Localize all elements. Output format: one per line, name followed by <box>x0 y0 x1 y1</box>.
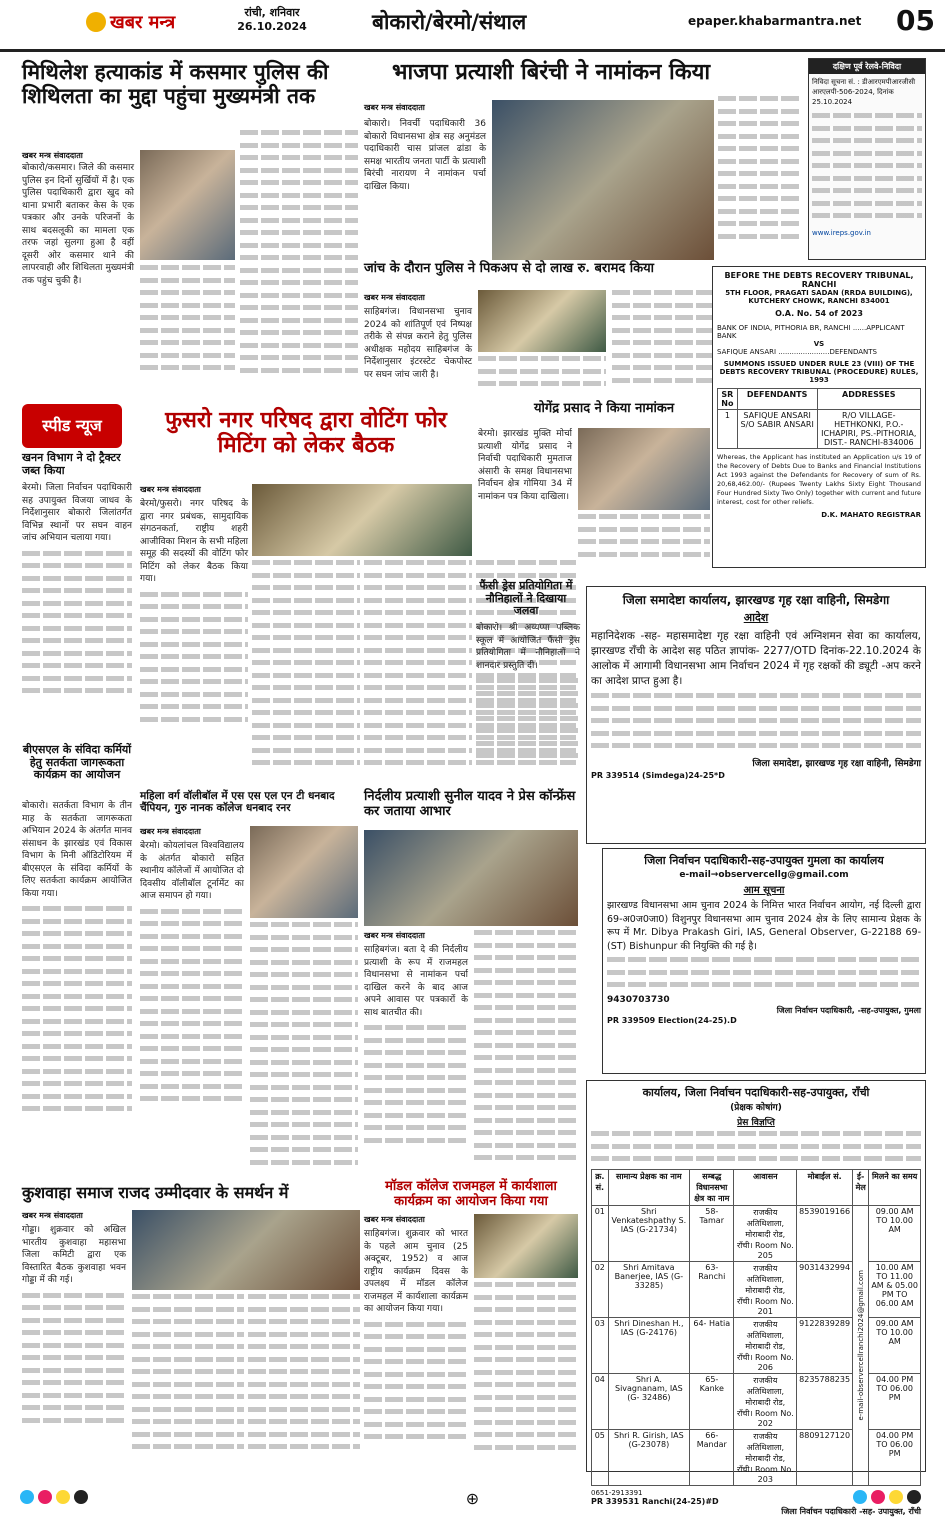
s5-headline: खनन विभाग ने दो ट्रैक्टर जब्त किया <box>22 451 121 477</box>
s9-body <box>476 622 580 782</box>
table-cell: 66- Mandar <box>690 1429 734 1485</box>
table-cell: राजकीय अतिथिशाला, मोराबादी रोड, राँची। Room No. 206 <box>734 1317 797 1373</box>
gumla-title: जिला निर्वाचन पदाधिकारी-सह-उपायुक्त गुमला का कार्यालय <box>644 854 884 867</box>
s2-body <box>364 118 486 258</box>
s7-photo <box>252 484 472 556</box>
s1-body-col3 <box>240 130 358 394</box>
s4-body <box>478 428 572 568</box>
table-cell: Shri Amitava Banerjee, IAS (G-33285) <box>608 1261 690 1317</box>
s3-lead: साहिबगंज। विधानसभा चुनाव 2024 को शांतिपूर्ण एवं निष्पक्ष तरीके से संपन्न कराने हेतु पुलिस अधीक्षक महोदय साहिबगंज के निर्देशानुसार इंटरस्टेट चेकपोस्ट पर सघन जांच जारी है। <box>364 307 472 380</box>
table-cell: 8235788235 <box>797 1373 853 1429</box>
ranchi-phone: 0651-2913391 <box>591 1488 643 1497</box>
gumla-email[interactable]: e-mail→observercellg@gmail.com <box>679 870 849 880</box>
ranchi-pr: PR 339531 Ranchi(24-25)#D <box>591 1496 719 1506</box>
table-cell: 9031432994 <box>797 1261 853 1317</box>
site-link[interactable]: epaper.khabarmantra.net <box>688 14 862 28</box>
s11-body-col3 <box>248 1294 360 1470</box>
s1-headline: मिथिलेश हत्याकांड में कसमार पुलिस की शिथिलता का मुद्दा पहुंचा मुख्यमंत्री तक <box>22 59 329 109</box>
table-cell: Shri A. Sivagnanam, IAS (G- 32486) <box>608 1373 690 1429</box>
drt-oa: O.A. No. 54 of 2023 <box>775 309 863 318</box>
s10-lead: बेरमो। कोयलांचल विश्वविद्यालय के अंतर्गत बोकारो सहित स्थानीय कॉलेजों में आयोजित दो दिवसीय वॉलीबॉल टूर्नामेंट का आज समापन हो गया। <box>140 841 244 901</box>
table-row <box>592 1205 921 1261</box>
ranchi-notice <box>586 1080 926 1516</box>
s11-body <box>22 1224 126 1470</box>
masthead <box>0 0 945 52</box>
ranchi-email[interactable]: e-mail-observercellranchi2024@gmail.com <box>856 1269 865 1421</box>
s4-headline: योगेंद्र प्रसाद ने किया नामांकन <box>534 401 675 416</box>
table-cell: 09.00 AM TO 10.00 AM <box>869 1205 921 1261</box>
table-row <box>592 1429 921 1485</box>
yellow-dot-icon <box>56 1490 70 1504</box>
table-cell: 05 <box>592 1429 609 1485</box>
table-row <box>592 1373 921 1429</box>
s1-lead: बोकारो/कसमार। जिले की कसमार पुलिस इन दिनों सुर्खियों में है। एक पुलिस पदाधिकारी द्वारा खुद को थाना प्रभारी बताकर केस के एक पत्रकार और उनके परिजनों के साथ बदसलूकी का मामला एक तरफ जहां सुलगा हुआ है वहीं दूसरी ओर कसमार थाने की लापरवाही और शिथिलता मुख्यमंत्री तक पहुंच चुकी है। <box>22 163 134 286</box>
color-marks-right <box>853 1489 925 1508</box>
gumla-subtitle: आम सूचना <box>743 885 785 896</box>
table-cell: 64- Hatia <box>690 1317 734 1373</box>
s7-byline: खबर मन्त्र संवाददाता <box>140 485 201 494</box>
home-guard-body: महानिदेशक -सह- महासमादेष्टा गृह रक्षा वाहिनी एवं अग्निशमन सेवा का कार्यालय, झारखण्ड रॉंची के आदेश सह पठित ज्ञापांक- 2277/OTD दिनांक-22.10.2024 के आलोक में आगामी विधानसभा आम निर्वाचन 2024 में गृह रक्षकों की ड्यूटी -अप करने का आदेश प्राप्त हुआ है। <box>591 630 921 687</box>
table-cell: 65- Kanke <box>690 1373 734 1429</box>
ranchi-title: कार्यालय, जिला निर्वाचन पदाधिकारी-सह-उपायुक्त, राँची <box>642 1086 870 1099</box>
s8-byline: खबर मन्त्र संवाददाता <box>364 931 425 940</box>
s4-body-col2 <box>578 514 710 568</box>
gumla-phone: 9430703730 <box>607 994 670 1005</box>
s12-body-col2 <box>474 1282 578 1470</box>
drt-defendant: SAFIQUE ANSARI .......................DEFENDANTS <box>717 348 877 356</box>
magenta-dot-icon <box>38 1490 52 1504</box>
s1-body <box>22 162 134 394</box>
color-marks-left <box>20 1489 92 1508</box>
s2-byline: खबर मन्त्र संवाददाता <box>364 103 425 112</box>
home-guard-signature: जिला समादेष्टा, झारखण्ड गृह रक्षा वाहिनी, सिमडेगा <box>752 758 921 769</box>
s3-headline: जांच के दौरान पुलिस ने पिकअप से दो लाख रु. बरामद किया <box>364 261 655 276</box>
table-cell: Shri R. Girish, IAS (G-23078) <box>608 1429 690 1485</box>
s6-headline: बीएसएल के संविदा कर्मियों हेतु सतर्कता जागरूकता कार्यक्रम का आयोजन <box>22 743 132 782</box>
s1-photo <box>140 150 235 260</box>
city-day: रांची, शनिवार <box>244 6 300 19</box>
ranchi-col: मिलने का समय <box>869 1169 921 1205</box>
table-cell: 9122839289 <box>797 1317 853 1373</box>
drt-vs: VS <box>813 340 825 348</box>
ranchi-contact-cell <box>853 1205 869 1485</box>
gumla-pr: PR 339509 Election(24-25).D <box>607 1015 737 1025</box>
table-cell: राजकीय अतिथिशाला, मोराबादी रोड, राँची। Room No. 205 <box>734 1205 797 1261</box>
s7-lead: बेरमो/फुसरो। नगर परिषद के द्वारा नगर प्रबंधक, सामुदायिक संगठनकर्ता, राष्ट्रीय शहरी आजीविका मिशन के सभी महिला समूह की सदस्यों की वोटिंग फोर मिटिंग को लेकर बैठक किया गया। <box>140 499 248 584</box>
ranchi-subtitle: प्रेस विज्ञप्ति <box>737 1118 775 1128</box>
drt-cell: 1 <box>718 410 738 449</box>
s1-body-col2 <box>140 265 235 393</box>
table-cell: 10.00 AM TO 11.00 AM & 05.00 PM TO 06.00 AM <box>869 1261 921 1317</box>
speed-news-label: स्पीड न्यूज <box>42 416 102 435</box>
s8-photo <box>364 830 578 926</box>
s1-byline: खबर मन्त्र संवाददाता <box>22 151 83 160</box>
s11-byline: खबर मन्त्र संवाददाता <box>22 1211 83 1220</box>
drt-col: DEFENDANTS <box>737 389 817 410</box>
drt-summons: SUMMONS ISSUED UNDER RULE 23 (VIII) OF THE DEBTS RECOVERY TRIBUNAL (PROCEDURE) RULES, 1993 <box>719 360 919 384</box>
s8-body-col2 <box>474 930 578 1176</box>
s8-headline: निर्दलीय प्रत्याशी सुनील यादव ने प्रेस कॉन्फ्रेंस कर जताया आभार <box>364 789 576 819</box>
s5-lead: बेरमो। जिला निर्वाचन पदाधिकारी सह उपायुक्त विजया जाधव के निर्देशानुसार बोकारो जिलांतर्गत विभिन्न स्थानों पर सघन वाहन जांच अभियान चलाया गया। <box>22 483 132 543</box>
s10-photo <box>250 826 358 918</box>
yellow-dot-icon <box>889 1490 903 1504</box>
drt-title: BEFORE THE DEBTS RECOVERY TRIBUNAL, RANCHI <box>724 271 914 289</box>
logo-icon <box>86 12 106 32</box>
s3-body <box>364 306 472 398</box>
drt-cell: R/O VILLAGE-HETHKONKI, P.O.- ICHAPIRI, PS.-PITHORIA, DIST.- RANCHI-834006 <box>817 410 920 449</box>
ranchi-signature: जिला निर्वाचन पदाधिकारी -सह- उपायुक्त, राँची <box>781 1506 921 1516</box>
s4-lead: बेरमो। झारखंड मुक्ति मोर्चा प्रत्याशी योगेंद्र प्रसाद ने निर्वाची पदाधिकारी मुमताज अंसारी के समक्ष विधानसभा निर्वाचन क्षेत्र गोमिया 34 में नामांकन पत्र किया दाखिला। <box>478 429 572 502</box>
s10-headline: महिला वर्ग वॉलीबॉल में एस एस एल एन टी धनबाद चैंपियन, गुरु नानक कॉलेज धनबाद रनर <box>140 790 335 815</box>
s2-body-col2 <box>718 96 802 256</box>
s9-lead: बोकारो। श्री अय्यप्पा पब्लिक स्कूल में आयोजित फैंसी ड्रेस प्रतियोगिता में नौनिहालों ने शानदार प्रस्तुति दी। <box>476 623 580 671</box>
table-cell: 04 <box>592 1373 609 1429</box>
date: 26.10.2024 <box>237 20 307 33</box>
ranchi-col: सम्बद्ध विधानसभा क्षेत्र का नाम <box>690 1169 734 1205</box>
table-cell: 04.00 PM TO 06.00 PM <box>869 1429 921 1485</box>
page-number: 05 <box>896 4 935 37</box>
s3-caption <box>478 356 606 398</box>
table-cell: 03 <box>592 1317 609 1373</box>
ranchi-col: सामान्य प्रेक्षक का नाम <box>608 1169 690 1205</box>
ranchi-col: क्र. सं. <box>592 1169 609 1205</box>
s9-headline: फैंसी ड्रेस प्रतियोगिता में नौनिहालों ने दिखाया जलवा <box>479 579 573 618</box>
s3-body-col2 <box>612 290 712 398</box>
table-cell: 8539019166 <box>797 1205 853 1261</box>
s3-byline: खबर मन्त्र संवाददाता <box>364 293 425 302</box>
gumla-body: झारखण्ड विधानसभा आम चुनाव 2024 के निमित्त भारत निर्वाचन आयोग, नई दिल्ली द्वारा 69-अ0ज0जा0) विशुनपुर विधानसभा आम चुनाव 2024 क्षेत्र के लिए सामान्य प्रेक्षक के रूप में Mr. Dibya Prakash Giri, IAS, General Observer, G-22188 69-(ST) Bishunpur की नियुक्ति की गई है। <box>607 900 921 952</box>
s12-photo <box>474 1214 578 1278</box>
s2-headline: भाजपा प्रत्याशी बिरंची ने नामांकन किया <box>392 59 711 85</box>
table-cell: Shri Dineshan H., IAS (G-24176) <box>608 1317 690 1373</box>
table-cell: राजकीय अतिथिशाला, मोराबादी रोड, राँची। Room No. 201 <box>734 1261 797 1317</box>
s2-lead: बोकारो। निवर्ची पदाधिकारी 36 बोकारो विधानसभा क्षेत्र सह अनुमंडल पदाधिकारी चास प्रांजल ढांडा के समक्ष भारतीय जनता पार्टी के प्रत्याशी बिरंची नारायण ने नामांकन पर्चा दाखिल किया। <box>364 119 486 192</box>
tender-ad <box>808 58 926 260</box>
drt-notice <box>712 266 926 568</box>
table-cell: 63- Ranchi <box>690 1261 734 1317</box>
drt-body: Whereas, the Applicant has instituted an Application u/s 19 of the Recovery of Debts Due to Banks and Financial Institutions Act 1993 against the Defendants for Recovery of sum of Rs. 20,68,462.00/- (Rupees Twenty Lakhs Sixty Eight Thousand Four Hundred Sixty Two Only) together with current and future interest, cost for other reliefs. <box>717 453 921 506</box>
brand-name: खबर मन्त्र <box>110 12 176 33</box>
table-cell: 01 <box>592 1205 609 1261</box>
tender-title: दक्षिण पूर्व रेलवे-निविदा <box>809 59 925 74</box>
home-guard-notice <box>586 586 926 844</box>
speed-news-banner <box>22 404 122 448</box>
drt-table <box>717 388 921 449</box>
cyan-dot-icon <box>20 1490 34 1504</box>
table-row <box>592 1317 921 1373</box>
drt-col: SR No <box>718 389 738 410</box>
s7-headline: फुसरो नगर परिषद द्वारा वोटिंग फोर मिटिंग को लेकर बैठक <box>165 407 447 459</box>
table-cell: 09.00 AM TO 10.00 AM <box>869 1317 921 1373</box>
drt-applicant: BANK OF INDIA, PITHORIA BR, RANCHI ......APPLICANT BANK <box>717 324 905 340</box>
s10-body-col2 <box>250 922 358 1176</box>
ranchi-title2: (प्रेक्षक कोषांग) <box>730 1103 782 1113</box>
s7-body <box>140 498 248 784</box>
table-row <box>592 1261 921 1317</box>
s6-lead: बोकारो। सतर्कता विभाग के तीन माह के सतर्कता जागरूकता अभियान 2024 के अंतर्गत मानव संसाधन के झारखंड एवं विकास विभाग के मिनी ऑडिटोरियम में बीएसएल के संविदा कर्मियों के लिए सतर्कता कार्यक्रम आयोजित किया गया। <box>22 801 132 899</box>
tender-site-link[interactable]: www.ireps.gov.in <box>812 228 871 237</box>
home-guard-subtitle: आदेश <box>743 611 769 624</box>
s8-body <box>364 944 468 1176</box>
ranchi-col: आवासन <box>734 1169 797 1205</box>
s12-lead: साहिबगंज। शुक्रवार को भारत के पहले आम चुनाव (25 अक्टूबर, 1952) व आज राष्ट्रीय कार्यक्रम दिवस के उपलक्ष्य में मॉडल कॉलेज राजमहल में कार्यशाला कार्यक्रम का आयोजन किया गया। <box>364 1229 468 1314</box>
home-guard-title: जिला समादेष्टा कार्यालय, झारखण्ड गृह रक्षा वाहिनी, सिमडेगा <box>622 593 890 607</box>
s12-byline: खबर मन्त्र संवाददाता <box>364 1215 425 1224</box>
table-cell: 02 <box>592 1261 609 1317</box>
table-cell: 58- Tamar <box>690 1205 734 1261</box>
s11-body-col2 <box>132 1294 244 1470</box>
table-cell: राजकीय अतिथिशाला, मोराबादी रोड, राँची। Room No. 203 <box>734 1429 797 1485</box>
s11-photo <box>132 1210 360 1290</box>
section-title: बोकारो/बेरमो/संथाल <box>372 10 527 34</box>
s6-body <box>22 800 132 1160</box>
s5-body <box>22 482 132 740</box>
tender-text: निविदा सूचना सं. : डीआरएमपीआरजीसी आरएलपी-506-2024, दिनांक 25.10.2024 <box>812 78 916 106</box>
s2-photo <box>492 100 714 260</box>
s3-photo <box>478 290 606 352</box>
dateline <box>232 6 312 34</box>
ranchi-col: ई-मेल <box>853 1169 869 1205</box>
drt-cell: SAFIQUE ANSARI S/O SABIR ANSARI <box>737 410 817 449</box>
s10-body <box>140 840 244 1176</box>
black-dot-icon <box>907 1490 921 1504</box>
home-guard-pr: PR 339514 (Simdega)24-25*D <box>591 770 725 780</box>
s11-headline: कुशवाहा समाज राजद उम्मीदवार के समर्थन में <box>22 1183 289 1202</box>
gumla-signature: जिला निर्वाचन पदाधिकारी, -सह-उपायुक्त, गुमला <box>776 1005 921 1015</box>
s11-lead: गोड्डा। शुक्रवार को अखिल भारतीय कुशवाहा महासभा जिला कमिटी द्वारा एक विस्तारित बैठक कुशवाहा भवन गोड्डा में की गई। <box>22 1225 126 1285</box>
s12-body <box>364 1228 468 1470</box>
s12-headline: मॉडल कॉलेज राजमहल में कार्यशाला कार्यक्रम का आयोजन किया गया <box>385 1179 557 1209</box>
ranchi-table <box>591 1169 921 1486</box>
drt-signature: D.K. MAHATO REGISTRAR <box>821 511 921 519</box>
registration-marks <box>20 1488 925 1508</box>
table-cell: 8809127120 <box>797 1429 853 1485</box>
s8-lead: साहिबगंज। बता दे की निर्दलीय प्रत्याशी के रूप में राजमहल विधानसभा से नामांकन पर्चा दाखिल करने के बाद आज अपने आवास पर पत्रकारों के साथ बातचीत की। <box>364 945 468 1018</box>
table-cell: राजकीय अतिथिशाला, मोराबादी रोड, राँची। Room No. 202 <box>734 1373 797 1429</box>
cyan-dot-icon <box>853 1490 867 1504</box>
gumla-notice <box>602 848 926 1074</box>
crosshair-icon: ⊕ <box>465 1488 480 1508</box>
black-dot-icon <box>74 1490 88 1504</box>
magenta-dot-icon <box>871 1490 885 1504</box>
table-cell: 04.00 PM TO 06.00 PM <box>869 1373 921 1429</box>
ranchi-col: मोबाईल सं. <box>797 1169 853 1205</box>
table-cell: Shri Venkateshpathy S. IAS (G-21734) <box>608 1205 690 1261</box>
s10-byline: खबर मन्त्र संवाददाता <box>140 827 201 836</box>
s7-body-col3 <box>364 560 472 784</box>
drt-col: ADDRESSES <box>817 389 920 410</box>
s7-body-col2 <box>252 560 360 784</box>
drt-address: 5TH FLOOR, PRAGATI SADAN (RRDA BUILDING), KUTCHERY CHOWK, RANCHI 834001 <box>725 289 913 305</box>
s4-photo <box>578 428 710 510</box>
